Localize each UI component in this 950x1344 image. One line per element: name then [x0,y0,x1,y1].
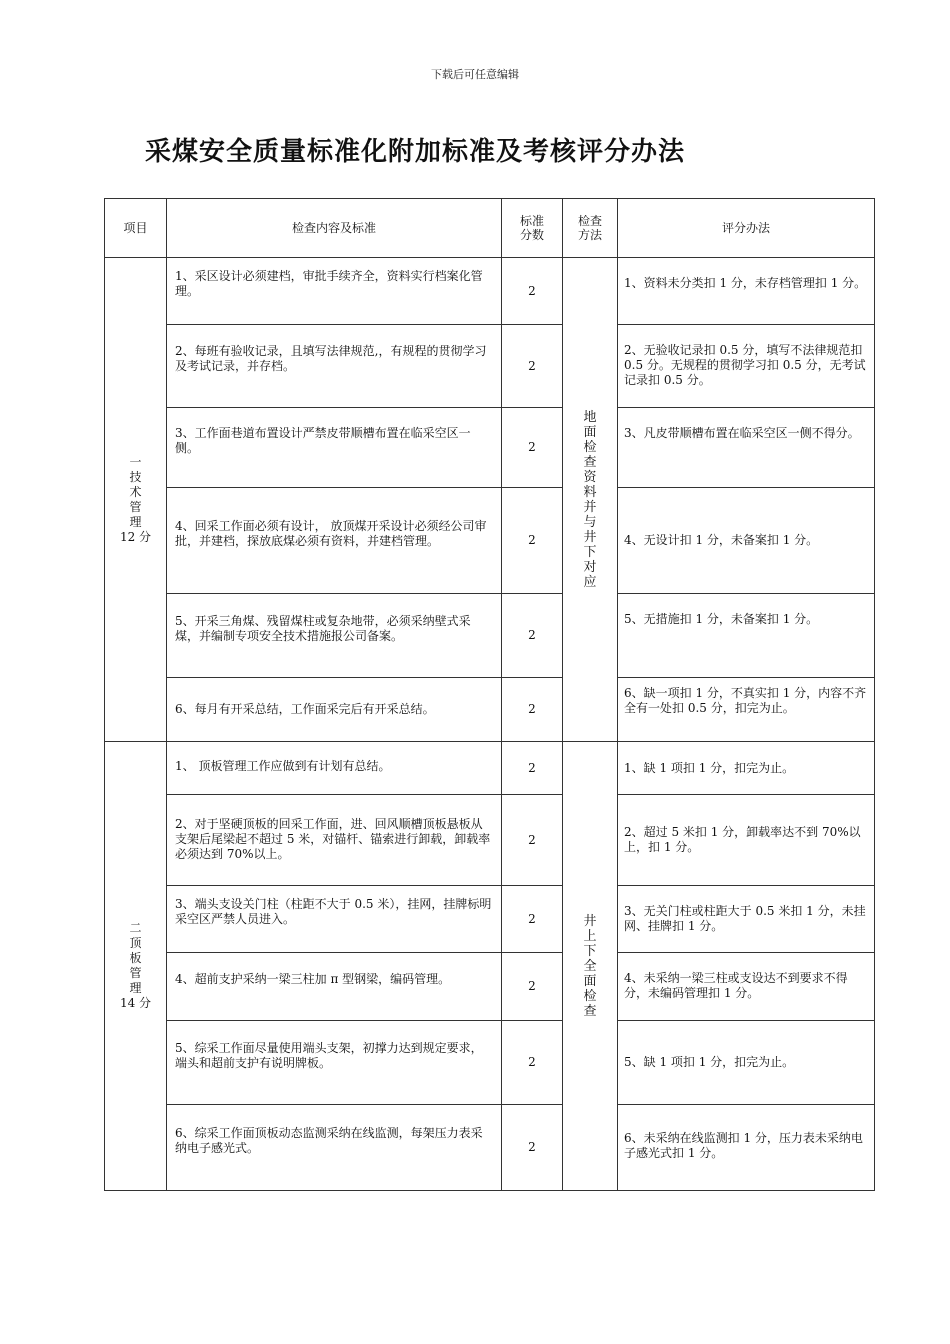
score-cell: 2 [502,325,563,408]
content-cell: 6、综采工作面顶板动态监测采纳在线监测，每架压力表采纳电子感光式。 [167,1105,502,1191]
col-header-score: 标准分数 [502,199,563,258]
table-row [105,886,875,953]
section-category: 一技术管理 12 分 [105,258,167,742]
col-header-content: 检查内容及标准 [167,199,502,258]
table-row [105,408,875,488]
content-cell: 4、回采工作面必须有设计， 放顶煤开采设计必须经公司审批，并建档，探放底煤必须有资料，并建档管理。 [167,488,502,594]
content-cell: 5、开采三角煤、残留煤柱或复杂地带，必须采纳壁式采煤，并编制专项安全技术措施报公司备案。 [167,594,502,678]
col-header-item: 项目 [105,199,167,258]
score-cell: 2 [502,886,563,953]
rule-cell: 3、凡皮带顺槽布置在临采空区一侧不得分。 [618,408,875,488]
section-method: 井上下全面检查 [563,742,618,1191]
header-note: 下载后可任意编辑 [431,68,519,81]
col-header-method: 检查方法 [563,199,618,258]
rule-cell: 6、未采纳在线监测扣 1 分，压力表未采纳电子感光式扣 1 分。 [618,1105,875,1191]
score-cell: 2 [502,953,563,1021]
table-row [105,795,875,886]
table-row [105,1105,875,1191]
table-row [105,594,875,678]
table-header-row [105,199,875,258]
rule-cell: 2、超过 5 米扣 1 分，卸载率达不到 70%以上，扣 1 分。 [618,795,875,886]
content-cell: 1、采区设计必须建档，审批手续齐全，资料实行档案化管理。 [167,258,502,325]
content-cell: 5、综采工作面尽量使用端头支架，初撑力达到规定要求，端头和超前支护有说明牌板。 [167,1021,502,1105]
rule-cell: 6、缺一项扣 1 分，不真实扣 1 分，内容不齐全有一处扣 0.5 分，扣完为止。 [618,678,875,742]
score-cell: 2 [502,258,563,325]
score-cell: 2 [502,795,563,886]
content-cell: 2、每班有验收记录，且填写法律规范,，有规程的贯彻学习及考试记录，并存档。 [167,325,502,408]
content-cell: 2、对于坚硬顶板的回采工作面，进、回风顺槽顶板悬板从支架后尾梁起不超过 5 米，对锚杆、锚索进行卸载，卸载率必须达到 70%以上。 [167,795,502,886]
content-cell: 1、 顶板管理工作应做到有计划有总结。 [167,742,502,795]
table-row [105,678,875,742]
section-method: 地面检查资料并与井下对应 [563,258,618,742]
score-cell: 2 [502,678,563,742]
content-cell: 4、超前支护采纳一梁三柱加 π 型钢梁，编码管理。 [167,953,502,1021]
score-cell: 2 [502,742,563,795]
table-row [105,258,875,325]
scoring-table [104,198,875,1191]
rule-cell: 4、无设计扣 1 分，未备案扣 1 分。 [618,488,875,594]
score-cell: 2 [502,1021,563,1105]
content-cell: 3、端头支设关门柱（柱距不大于 0.5 米），挂网，挂牌标明采空区严禁人员进入。 [167,886,502,953]
rule-cell: 1、资料未分类扣 1 分，未存档管理扣 1 分。 [618,258,875,325]
rule-cell: 5、缺 1 项扣 1 分，扣完为止。 [618,1021,875,1105]
table-row [105,488,875,594]
section-category: 二顶板管理 14 分 [105,742,167,1191]
rule-cell: 1、缺 1 项扣 1 分，扣完为止。 [618,742,875,795]
table-row [105,953,875,1021]
table-row [105,1021,875,1105]
content-cell: 6、每月有开采总结，工作面采完后有开采总结。 [167,678,502,742]
score-cell: 2 [502,488,563,594]
content-cell: 3、工作面巷道布置设计严禁皮带顺槽布置在临采空区一侧。 [167,408,502,488]
score-cell: 2 [502,594,563,678]
rule-cell: 5、无措施扣 1 分，未备案扣 1 分。 [618,594,875,678]
score-cell: 2 [502,1105,563,1191]
rule-cell: 2、无验收记录扣 0.5 分，填写不法律规范扣 0.5 分。无规程的贯彻学习扣 0.5 分，无考试记录扣 0.5 分。 [618,325,875,408]
col-header-rule: 评分办法 [618,199,875,258]
table-row [105,742,875,795]
document-title: 采煤安全质量标准化附加标准及考核评分办法 [145,137,686,167]
table-row [105,325,875,408]
score-cell: 2 [502,408,563,488]
rule-cell: 4、未采纳一梁三柱或支设达不到要求不得分，未编码管理扣 1 分。 [618,953,875,1021]
rule-cell: 3、无关门柱或柱距大于 0.5 米扣 1 分，未挂网、挂牌扣 1 分。 [618,886,875,953]
